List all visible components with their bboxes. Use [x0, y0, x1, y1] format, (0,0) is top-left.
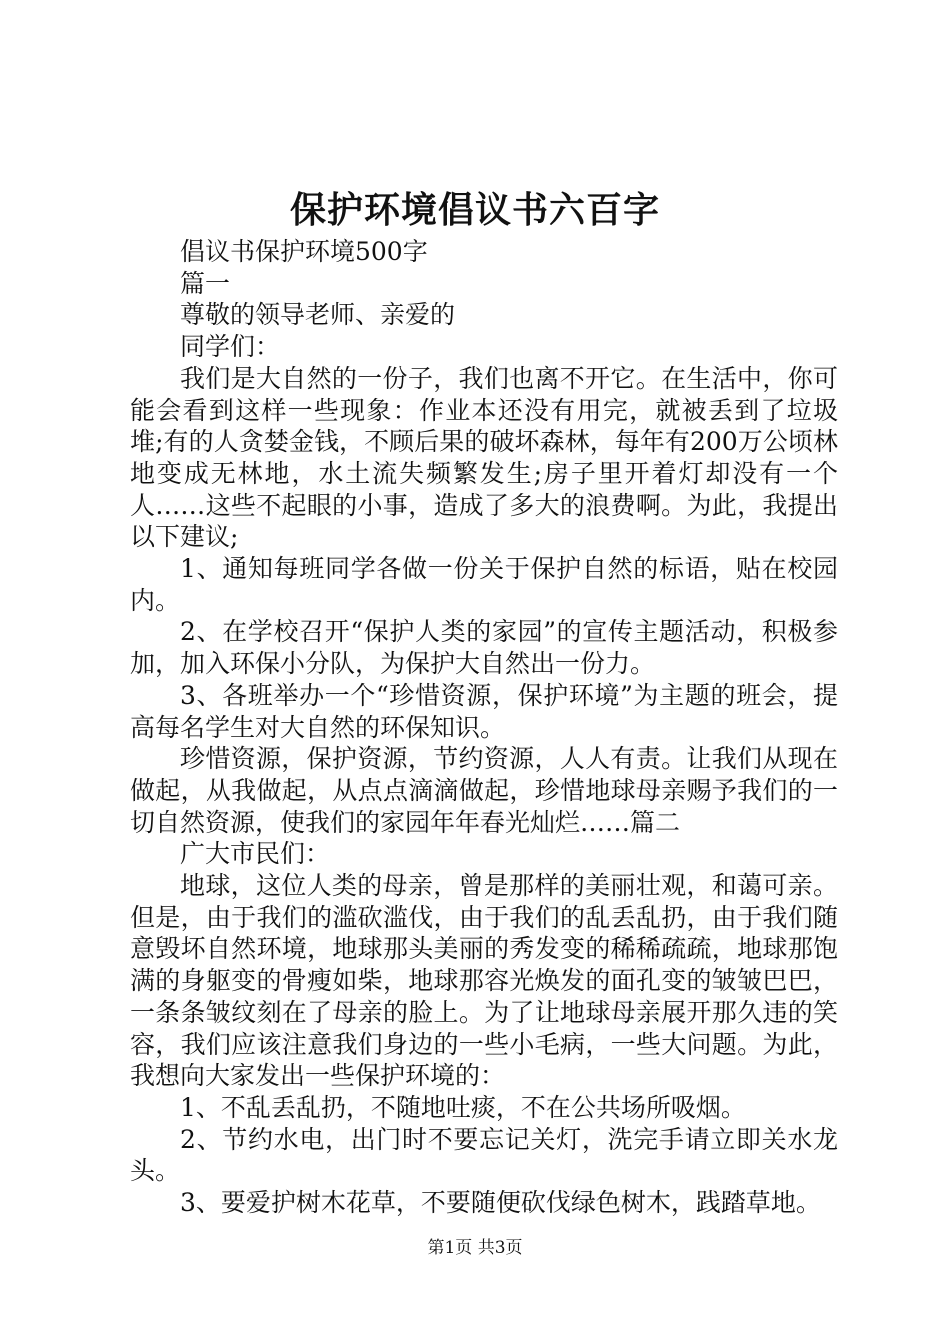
- paragraph-suggestion-3: 3、各班举办一个“珍惜资源，保护环境”为主题的班会，提高每名学生对大自然的环保知识。: [130, 680, 838, 742]
- paragraph-intro: 我们是大自然的一份子，我们也离不开它。在生活中，你可能会看到这样一些现象：作业本还没有用完，就被丢到了垃圾堆;有的人贪婪金钱，不顾后果的破坏森林，每年有200万公顷林地变成无林地，水土流失频繁发生;房子里开着灯却没有一个人……这些不起眼的小事，造成了多大的浪费啊。为此，我提出以下建议;: [130, 363, 838, 552]
- paragraph-suggestion-2: 2、在学校召开“保护人类的家园”的宣传主题活动，积极参加，加入环保小分队，为保护大自然出一份力。: [130, 617, 838, 679]
- paragraph-salutation-2: 广大市民们：: [180, 839, 331, 869]
- paragraph-salutation: 尊敬的领导老师、亲爱的: [180, 300, 456, 330]
- paragraph-rule-1: 1、不乱丢乱扔，不随地吐痰，不在公共场所吸烟。: [180, 1092, 746, 1122]
- paragraph-rule-3: 3、要爱护树木花草，不要随便砍伐绿色树木，践踏草地。: [180, 1188, 821, 1218]
- document-title: 保护环境倡议书六百字: [289, 189, 660, 231]
- paragraph-section-1: 篇一: [180, 268, 231, 298]
- paragraph-subtitle: 倡议书保护环境500字: [180, 237, 428, 266]
- paragraph-closing: 珍惜资源，保护资源，节约资源，人人有责。让我们从现在做起，从我做起，从点点滴滴做起，珍惜地球母亲赐予我们的一切自然资源，使我们的家园年年春光灿烂……篇二: [130, 744, 838, 837]
- page-footer: 第1页 共3页: [427, 1238, 523, 1258]
- paragraph-suggestion-1: 1、通知每班同学各做一份关于保护自然的标语，贴在校园内。: [130, 554, 838, 615]
- paragraph-rule-2: 2、节约水电，出门时不要忘记关灯，洗完手请立即关水龙头。: [130, 1124, 838, 1186]
- document-body: [130, 236, 838, 1219]
- paragraph-salutation-cont: 同学们：: [180, 332, 281, 362]
- paragraph-earth: 地球，这位人类的母亲，曾是那样的美丽壮观，和蔼可亲。但是，由于我们的滥砍滥伐，由于我们的乱丢乱扔，由于我们随意毁坏自然环境，地球那头美丽的秀发变的稀稀疏疏，地球那饱满的身躯变的骨瘦如柴，地球那容光焕发的面孔变的皱皱巴巴，一条条皱纹刻在了母亲的脸上。为了让地球母亲展开那久违的笑容，我们应该注意我们身边的一些小毛病，一些大问题。为此，我想向大家发出一些保护环境的：: [130, 871, 838, 1091]
